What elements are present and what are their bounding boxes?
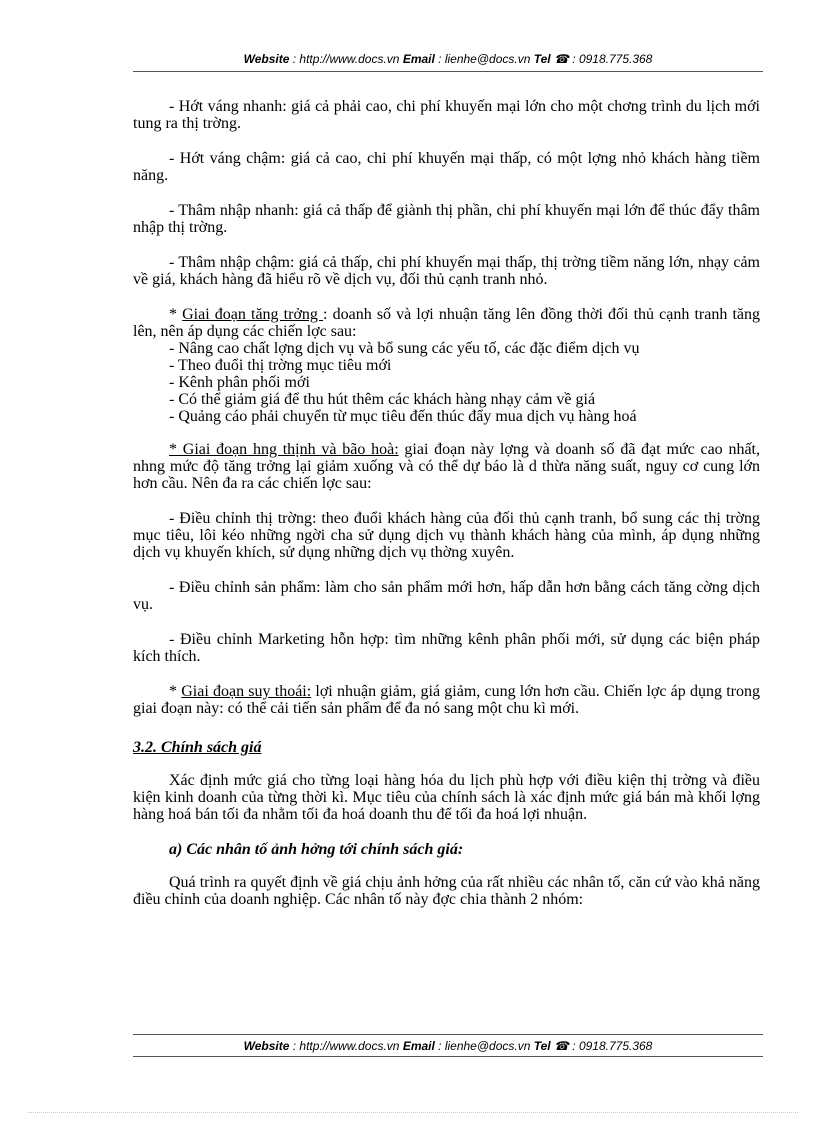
page-footer <box>133 1039 763 1053</box>
section-heading: 3.2. Chính sách giá <box>133 739 262 756</box>
header-rule <box>133 71 763 72</box>
list-item: - Quảng cáo phải chuyển từ mục tiêu đến thúc đẩy mua dịch vụ hàng hoá <box>169 408 637 425</box>
paragraph-pricing-policy: Xác định mức giá cho từng loại hàng hóa du lịch phù hợp với điều kiện thị trờng và điều kiện kinh doanh của từng thời kì. Mục tiêu của chính sách là xác định mức giá bán mà khối lợng hàng hoá bán tối đa nhằm tối đa hoá doanh thu để tối đa hoá lợi nhuận. <box>133 772 760 823</box>
page-body <box>133 98 760 908</box>
email-address: : lienhe@docs.vn <box>434 1039 534 1053</box>
footer-rule <box>133 1034 763 1035</box>
decline-prefix: * <box>169 683 182 700</box>
list-item: - Theo đuổi thị trờng mục tiêu mới <box>169 357 392 374</box>
paragraph-maturity-stage <box>133 441 760 492</box>
phone-icon: ☎ <box>553 1039 569 1053</box>
growth-strategy-list <box>133 340 760 425</box>
website-url: : http://www.docs.vn <box>289 1039 403 1053</box>
list-item: - Kênh phân phối mới <box>169 374 310 391</box>
list-item: - Nâng cao chất lợng dịch vụ và bổ sung các yếu tố, các đặc điểm dịch vụ <box>169 340 640 357</box>
page-edge-divider <box>28 1112 798 1113</box>
paragraph-factors: Quá trình ra quyết định về giá chịu ảnh hởng của rất nhiều các nhân tố, căn cứ vào khả năng điều chỉnh của doanh nghiệp. Các nhân tố này đợc chia thành 2 nhóm: <box>133 874 760 908</box>
growth-prefix: * <box>169 306 183 323</box>
subheading-factors: a) Các nhân tố ảnh hởng tới chính sách giá: <box>169 841 464 858</box>
paragraph-market-adjust: - Điều chỉnh thị trờng: theo đuổi khách hàng của đối thủ cạnh tranh, bổ sung các thị trờng mục tiêu, lôi kéo những ngời cha sử dụng dịch vụ thành khách hàng của mình, áp dụng những dịch vụ khuyến khích, sử dụng những dịch vụ thờng xuyên. <box>133 510 760 561</box>
list-item: - Có thể giảm giá để thu hút thêm các khách hàng nhạy cảm về giá <box>169 391 596 408</box>
decline-stage-label: Giai đoạn suy thoái: <box>181 683 312 700</box>
maturity-stage-label: * Giai đoạn hng thịnh và bão hoà: <box>169 441 399 458</box>
tel-number: : 0918.775.368 <box>568 52 653 66</box>
paragraph-decline-stage <box>133 683 760 717</box>
decline-stage-text: lợi nhuận giảm, giá giảm, cung lớn hơn cầu. Chiến lợc áp dụng trong giai đoạn này: có thể cải tiến sản phẩm để đa nó sang một chu kì mới. <box>133 683 760 717</box>
paragraph-fast-skimming: - Hớt váng nhanh: giá cả phải cao, chi phí khuyến mại lớn cho một chơng trình du lịch mới tung ra thị trờng. <box>133 98 760 132</box>
tel-label: Tel <box>533 52 551 66</box>
tel-number: : 0918.775.368 <box>568 1039 653 1053</box>
website-url: : http://www.docs.vn <box>289 52 403 66</box>
growth-stage-text: : doanh số và lợi nhuận tăng lên đồng thời đối thủ cạnh tranh tăng lên, nên áp dụng các chiến lợc sau: <box>133 306 761 340</box>
tel-label: Tel <box>533 1039 551 1053</box>
phone-icon: ☎ <box>553 52 569 66</box>
paragraph-growth-stage <box>133 306 760 340</box>
page-header <box>133 52 763 66</box>
paragraph-slow-skimming: - Hớt váng chậm: giá cả cao, chi phí khuyến mại thấp, có một lợng nhỏ khách hàng tiềm năng. <box>133 150 760 184</box>
footer-bottom-rule <box>133 1056 763 1057</box>
maturity-stage-text: giai đoạn này lợng và doanh số đã đạt mức cao nhất, nhng mức độ tăng trởng lại giảm xuống và có thể dự báo là d thừa năng suất, nguy cơ cung lớn hơn cầu. Nên đa ra các chiến lợc sau: <box>133 441 760 492</box>
paragraph-marketing-adjust: - Điều chỉnh Marketing hỗn hợp: tìm những kênh phân phối mới, sử dụng các biện pháp kích thích. <box>133 631 760 665</box>
email-label: Email <box>402 52 435 66</box>
email-label: Email <box>402 1039 435 1053</box>
growth-stage-label: Giai đoạn tăng trởng <box>182 306 324 323</box>
website-label: Website <box>243 1039 290 1053</box>
email-address: : lienhe@docs.vn <box>434 52 534 66</box>
paragraph-product-adjust: - Điều chỉnh sản phẩm: làm cho sản phẩm mới hơn, hấp dẫn hơn bằng cách tăng cờng dịch vụ. <box>133 579 760 613</box>
paragraph-fast-penetration: - Thâm nhập nhanh: giá cả thấp để giành thị phần, chi phí khuyến mại lớn để thúc đẩy thâm nhập thị trờng. <box>133 202 760 236</box>
paragraph-slow-penetration: - Thâm nhập chậm: giá cả thấp, chi phí khuyến mại thấp, thị trờng tiềm năng lớn, nhạy cảm về giá, khách hàng đã hiểu rõ về dịch vụ, đối thủ cạnh tranh nhỏ. <box>133 254 760 288</box>
website-label: Website <box>243 52 290 66</box>
